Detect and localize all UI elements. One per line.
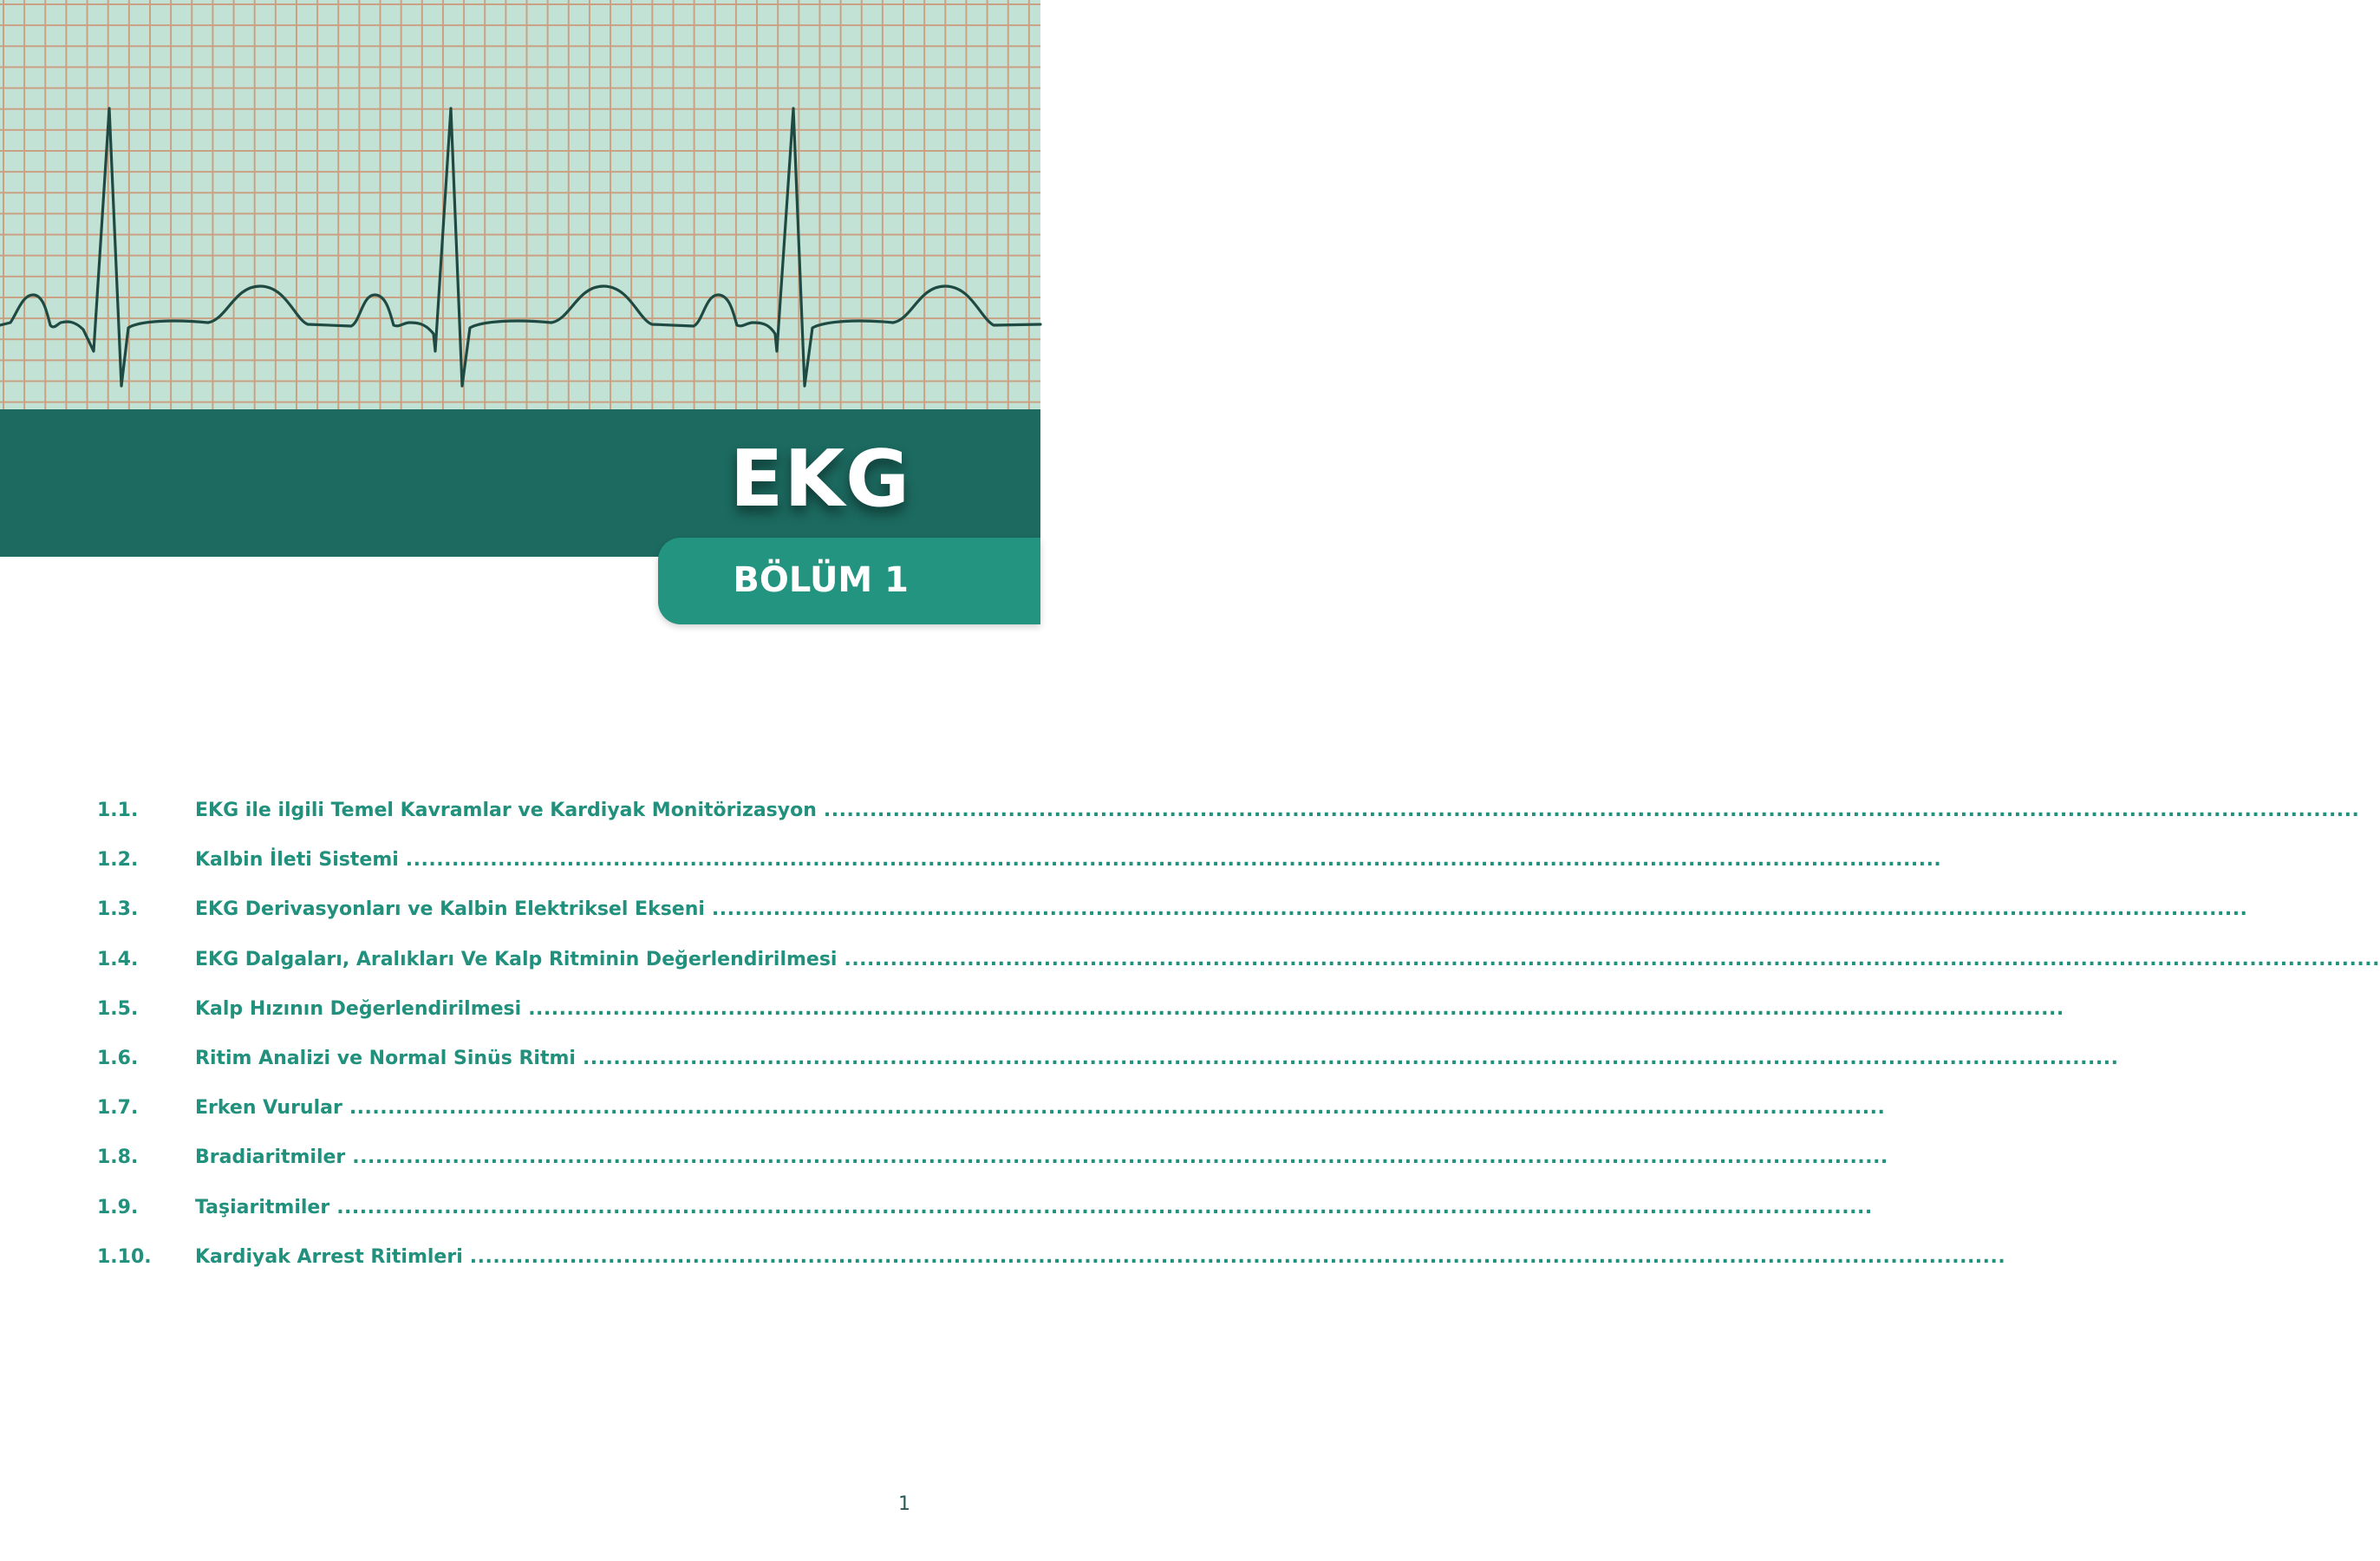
toc-item-title: EKG ile ilgili Temel Kavramlar ve Kardiyak Monitörizasyon — [195, 800, 817, 821]
toc-item-title: Kardiyak Arrest Ritimleri — [195, 1245, 463, 1268]
toc-dot-leader: ........................................................................................................................................................................................................ — [336, 1196, 1873, 1218]
toc-item[interactable] — [97, 800, 2360, 849]
toc-item-number: 1.6. — [97, 1047, 139, 1069]
toc-item-title: Taşiaritmiler — [195, 1196, 330, 1218]
title-band — [0, 409, 1040, 557]
toc-item-number: 1.2. — [97, 849, 139, 872]
toc-item[interactable] — [97, 1146, 1888, 1196]
ecg-trace-line — [0, 108, 1040, 386]
toc-item-title: Kalp Hızının Değerlendirilmesi — [195, 997, 522, 1020]
chapter-badge — [658, 538, 1040, 624]
ecg-waveform-illustration — [0, 0, 1040, 409]
toc-item[interactable] — [97, 1097, 1886, 1146]
toc-item[interactable] — [97, 948, 2380, 998]
toc-dot-leader: ........................................................................................................................................................................................................ — [352, 1146, 1888, 1169]
toc-item-title: Erken Vurular — [195, 1097, 342, 1120]
toc-item-number: 1.8. — [97, 1146, 139, 1169]
toc-item-title: Kalbin İleti Sistemi — [195, 849, 399, 872]
toc-item-number: 1.4. — [97, 948, 139, 970]
toc-dot-leader: ........................................................................................................................................................................................................ — [528, 997, 2064, 1020]
toc-dot-leader: ........................................................................................................................................................................................................ — [405, 849, 1942, 872]
toc-dot-leader: ........................................................................................................................................................................................................ — [844, 948, 2380, 970]
toc-dot-leader: ........................................................................................................................................................................................................ — [349, 1097, 1886, 1120]
page-number: 1 — [898, 1493, 910, 1515]
toc-item-number: 1.10. — [97, 1245, 152, 1268]
table-of-contents — [97, 800, 2380, 1296]
toc-item[interactable] — [97, 1196, 1873, 1246]
toc-item-title: EKG Dalgaları, Aralıkları Ve Kalp Ritminin Değerlendirilmesi — [195, 948, 838, 970]
toc-item-number: 1.7. — [97, 1097, 139, 1120]
toc-item-title: Ritim Analizi ve Normal Sinüs Ritmi — [195, 1047, 576, 1069]
toc-item-title: Bradiaritmiler — [195, 1146, 346, 1169]
toc-dot-leader: ........................................................................................................................................................................................................ — [582, 1047, 2119, 1069]
toc-item[interactable] — [97, 1245, 2006, 1296]
toc-item[interactable] — [97, 898, 2248, 948]
toc-item-number: 1.9. — [97, 1196, 139, 1218]
toc-dot-leader: ........................................................................................................................................................................................................ — [823, 800, 2360, 821]
toc-item-number: 1.3. — [97, 898, 139, 921]
toc-dot-leader: ........................................................................................................................................................................................................ — [711, 898, 2248, 921]
ecg-grid-header — [0, 0, 1040, 409]
toc-item-number: 1.5. — [97, 997, 139, 1020]
toc-dot-leader: ........................................................................................................................................................................................................ — [469, 1245, 2006, 1268]
page-title: EKG — [729, 434, 910, 525]
toc-item[interactable] — [97, 849, 1942, 898]
toc-item[interactable] — [97, 997, 2064, 1048]
chapter-label: BÖLÜM 1 — [733, 560, 909, 600]
toc-item[interactable] — [97, 1047, 2119, 1097]
toc-item-title: EKG Derivasyonları ve Kalbin Elektriksel Ekseni — [195, 898, 705, 921]
toc-item-number: 1.1. — [97, 800, 139, 821]
